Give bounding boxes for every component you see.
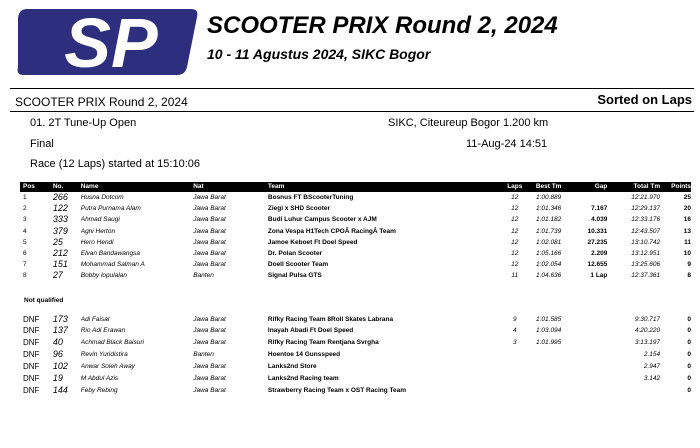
cell-name: Elvan Bandawangsa (80, 249, 140, 257)
cell-name: Adi Faisal (80, 315, 110, 323)
cell-gap: 4.039 (591, 216, 608, 224)
cell-total: 13:10.742 (631, 238, 661, 246)
divider-mid (10, 111, 694, 112)
event-subtitle: 10 - 11 Agustus 2024, SIKC Bogor (207, 46, 431, 62)
col-no: No. (52, 183, 64, 190)
cell-no: 137 (52, 325, 68, 336)
cell-no: 333 (52, 214, 68, 225)
cell-pos: 6 (23, 249, 27, 257)
cell-points: 16 (683, 216, 692, 224)
cell-team: Hoentoe 14 Gunsspeed (267, 351, 341, 359)
col-laps: Laps (507, 183, 523, 190)
cell-nat: Jawa Barat (193, 227, 226, 235)
cell-pos: 5 (23, 238, 27, 246)
cell-team: Zona Vespa H1Tech CPOÂ RacingÂ Team (267, 227, 396, 235)
cell-name: Revin Yuridistira (80, 351, 128, 359)
table-row (20, 214, 691, 225)
table-row (20, 248, 691, 259)
divider-top (10, 88, 694, 89)
results-body (20, 192, 691, 282)
cell-team: Lanks2nd Store (267, 363, 317, 371)
cell-gap (572, 361, 608, 373)
cell-pos: 8 (23, 272, 27, 280)
table-row (20, 203, 691, 214)
cell-total: 4:20.220 (634, 327, 661, 335)
cell-points: 20 (683, 205, 692, 213)
cell-points: 0 (687, 363, 692, 371)
cell-no: 102 (52, 361, 68, 372)
cell-nat: Jawa Barat (193, 363, 226, 371)
cell-pos: 2 (23, 205, 27, 213)
cell-nat: Jawa Barat (193, 315, 226, 323)
cell-best: 1:05.166 (535, 249, 562, 257)
cell-pos: 7 (23, 261, 27, 269)
cell-best: 1:01.585 (535, 315, 562, 323)
col-name: Name (80, 183, 99, 190)
cell-points: 9 (687, 261, 692, 269)
cell-points: 8 (687, 272, 692, 280)
report-title: SCOOTER PRIX Round 2, 2024 (15, 95, 188, 109)
cell-no: 144 (52, 384, 68, 395)
table-row (20, 361, 691, 373)
cell-nat: Banten (193, 272, 214, 280)
cell-points: 10 (683, 249, 692, 257)
cell-laps: 12 (511, 227, 519, 235)
cell-points: 0 (687, 386, 692, 394)
cell-gap (572, 373, 608, 385)
cell-total: 12:29.137 (631, 205, 661, 213)
sp-logo (15, 6, 201, 78)
cell-team: Inayah Abadi Ft Doel Speed (267, 327, 354, 335)
cell-best: 1:01.739 (535, 227, 562, 235)
col-gap: Gap (594, 183, 608, 190)
cell-gap: 2.209 (591, 249, 608, 257)
col-pos: Pos (23, 183, 35, 190)
cell-gap (572, 337, 608, 349)
cell-best: 1:01.346 (535, 205, 562, 213)
cell-total (607, 385, 660, 397)
cell-name: Ahmad Saugi (80, 216, 120, 224)
cell-nat: Jawa Barat (193, 374, 226, 382)
cell-nat: Banten (193, 351, 214, 359)
table-row (20, 192, 691, 203)
cell-best: 1:04.636 (535, 272, 562, 280)
cell-team: Strawberry Racing Team x OST Racing Team (267, 386, 407, 394)
cell-pos: 4 (23, 227, 27, 235)
cell-points: 11 (684, 238, 692, 246)
cell-laps: 12 (511, 249, 519, 257)
logo-text: SP (64, 6, 158, 78)
cell-laps: 12 (511, 261, 519, 269)
cell-best: 1:01.182 (535, 216, 562, 224)
cell-pos: DNF (23, 385, 40, 395)
cell-no: 96 (52, 349, 63, 360)
event-title: SCOOTER PRIX Round 2, 2024 (207, 12, 558, 39)
cell-total: 3.142 (643, 374, 661, 382)
cell-name: Husna Dotcom (80, 194, 124, 201)
cell-nat: Jawa Barat (193, 238, 226, 246)
cell-best: 1:03.094 (535, 327, 562, 335)
cell-laps: 11 (511, 272, 519, 280)
cell-gap: 12.655 (587, 261, 608, 269)
cell-team: Rifky Racing Team Rentjana Svrgha (267, 339, 379, 347)
cell-best (526, 385, 572, 397)
cell-total: 9:30.717 (634, 315, 661, 323)
cell-laps (504, 373, 526, 385)
cell-gap (572, 385, 608, 397)
cell-total: 2.947 (643, 363, 661, 371)
cell-points: 0 (687, 351, 692, 359)
cell-name: M Abdul Azis (80, 374, 119, 382)
cell-nat: Jawa Barat (193, 216, 226, 224)
cell-pos: DNF (23, 373, 40, 383)
cell-no: 266 (52, 192, 68, 202)
cell-gap: 1 Lap (590, 272, 608, 280)
table-row (20, 259, 691, 270)
cell-team: Bosnus FT BScooterTuning (267, 194, 354, 201)
cell-team: Dr. Polan Scooter (267, 249, 323, 257)
cell-laps (504, 361, 526, 373)
race-datetime: 11-Aug-24 14:51 (466, 138, 548, 150)
cell-no: 379 (52, 225, 68, 236)
cell-no: 27 (52, 270, 63, 281)
cell-no: 40 (52, 337, 63, 348)
cell-laps: 12 (511, 216, 519, 224)
table-row (20, 270, 691, 281)
cell-name: Mohammad Salman A (80, 261, 145, 269)
cell-no: 151 (52, 259, 68, 270)
cell-total: 12:33.176 (631, 216, 661, 224)
cell-no: 122 (52, 203, 68, 214)
cell-name: Anwar Soleh Away (80, 363, 135, 371)
cell-laps: 12 (511, 238, 519, 246)
table-row (20, 237, 691, 248)
cell-laps: 9 (512, 315, 517, 323)
cell-best (526, 361, 572, 373)
cell-name: Achmad Black Baisuri (80, 339, 144, 347)
cell-nat: Jawa Barat (193, 386, 226, 394)
cell-no: 212 (52, 247, 68, 258)
cell-name: Agni Herton (80, 227, 116, 235)
not-qualified-label: Not qualified (24, 296, 64, 304)
cell-gap (572, 349, 608, 361)
cell-name: Bobby lopulalan (80, 272, 127, 280)
table-row (20, 373, 691, 385)
cell-name: Hero Hendi (80, 238, 114, 246)
cell-total: 3:13.197 (634, 339, 661, 347)
cell-gap (572, 192, 608, 203)
table-row (20, 226, 691, 237)
cell-total: 12:43.507 (631, 227, 661, 235)
cell-gap: 27.235 (587, 238, 608, 246)
cell-points: 0 (687, 339, 692, 347)
cell-gap: 10.331 (587, 227, 608, 235)
cell-nat: Jawa Barat (193, 194, 226, 201)
cell-laps (504, 385, 526, 397)
cell-pos: DNF (23, 350, 40, 360)
cell-name: Feby Rebing (80, 386, 118, 394)
cell-laps: 12 (511, 205, 519, 213)
cell-pos: DNF (23, 314, 40, 324)
col-best: Best Tm (535, 183, 562, 190)
cell-best: 1:01.995 (535, 339, 562, 347)
cell-laps (504, 349, 526, 361)
cell-best (526, 373, 572, 385)
cell-best: 1:00.889 (535, 194, 562, 201)
cell-points: 0 (687, 374, 692, 382)
cell-points: 25 (683, 194, 692, 201)
table-row (20, 349, 691, 361)
cell-gap (572, 314, 608, 326)
cell-team: Rifky Racing Team 8Roll Skates Labrana (267, 315, 394, 323)
col-team: Team (267, 183, 285, 190)
cell-gap: 7.167 (591, 205, 608, 213)
cell-nat: Jawa Barat (193, 205, 226, 213)
race-session: Final (30, 138, 54, 150)
race-class: 01. 2T Tune-Up Open (30, 117, 137, 129)
cell-name: Putra Purnama Alam (80, 205, 141, 213)
table-header (20, 182, 691, 192)
cell-team: Budi Luhur Campus Scooter x AJM (267, 216, 377, 224)
cell-team: Jamoe Keboet Ft Doel Speed (267, 238, 358, 246)
col-nat: Nat (193, 183, 204, 190)
cell-pos: 3 (23, 216, 27, 224)
table-row (20, 337, 691, 349)
cell-name: Rio Adi Erawan (80, 327, 126, 335)
table-row (20, 314, 691, 326)
cell-no: 19 (52, 372, 63, 383)
cell-no: 25 (52, 236, 63, 247)
cell-best: 1:02.054 (535, 261, 562, 269)
table-row (20, 385, 691, 397)
cell-team: Signal Pulsa GTS (267, 272, 322, 280)
cell-best (526, 349, 572, 361)
cell-total: 12:21.970 (631, 194, 661, 201)
cell-team: Doell Scooter Team (267, 261, 329, 269)
cell-total: 2.154 (643, 351, 661, 359)
cell-total: 13:12.951 (631, 249, 661, 257)
table-row (20, 325, 691, 337)
cell-laps: 4 (512, 327, 517, 335)
cell-nat: Jawa Barat (193, 339, 226, 347)
col-points: Points (671, 183, 692, 190)
race-venue: SIKC, Citeureup Bogor 1.200 km (388, 117, 549, 129)
cell-pos: DNF (23, 362, 40, 372)
results-table (20, 182, 691, 397)
cell-points: 0 (687, 327, 692, 335)
cell-pos: 1 (23, 194, 27, 201)
dnf-body (20, 314, 691, 397)
cell-pos: DNF (23, 338, 40, 348)
cell-gap (572, 325, 608, 337)
cell-no: 173 (52, 313, 68, 324)
cell-nat: Jawa Barat (193, 327, 226, 335)
cell-nat: Jawa Barat (193, 249, 226, 257)
race-start: Race (12 Laps) started at 15:10:06 (30, 158, 200, 170)
cell-laps: 12 (511, 194, 519, 201)
sort-label: Sorted on Laps (597, 92, 692, 107)
cell-team: Ziegi x SHD Scooter (267, 205, 331, 213)
cell-nat: Jawa Barat (193, 261, 226, 269)
cell-points: 13 (683, 227, 692, 235)
cell-total: 12:37.361 (631, 272, 661, 280)
cell-points: 0 (687, 315, 692, 323)
col-total: Total Tm (633, 183, 661, 190)
cell-total: 13:25.606 (631, 261, 661, 269)
cell-team: Lanks2nd Racing team (267, 374, 339, 382)
cell-pos: DNF (23, 326, 40, 336)
cell-laps: 3 (512, 339, 517, 347)
cell-best: 1:02.081 (535, 238, 562, 246)
